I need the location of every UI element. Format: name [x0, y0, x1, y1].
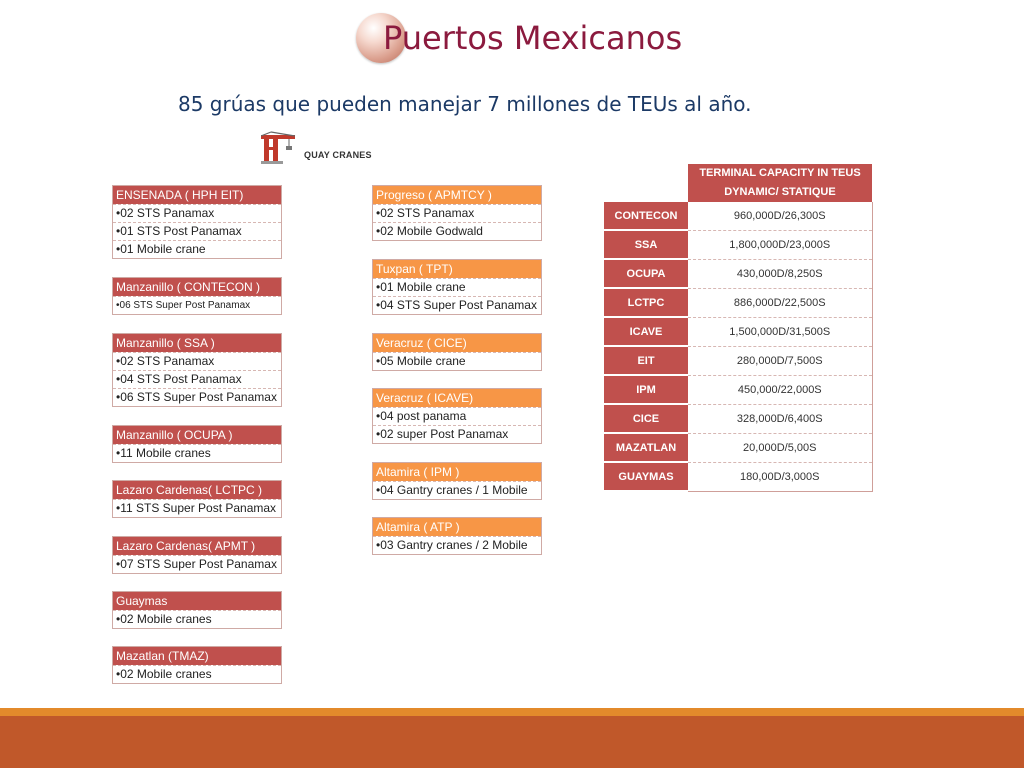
crane-item: •04 STS Post Panamax [113, 370, 281, 388]
port-header: Manzanillo ( CONTECON ) [113, 278, 281, 296]
port-box-apmt [112, 536, 282, 574]
crane-item: •02 STS Panamax [113, 204, 281, 222]
terminal-name: EIT [604, 346, 688, 375]
port-header: Altamira ( ATP ) [373, 518, 541, 536]
terminal-name: MAZATLAN [604, 433, 688, 462]
port-header: Altamira ( IPM ) [373, 463, 541, 481]
terminal-name: ICAVE [604, 317, 688, 346]
table-row [604, 433, 872, 462]
terminal-name: CONTECON [604, 202, 688, 230]
terminal-capacity: 1,500,000D/31,500S [688, 317, 872, 346]
port-box-ocupa [112, 425, 282, 463]
terminal-name: GUAYMAS [604, 462, 688, 491]
port-header: Tuxpan ( TPT) [373, 260, 541, 278]
capacity-header-line1: TERMINAL CAPACITY IN TEUS [699, 167, 861, 179]
crane-item: •05 Mobile crane [373, 352, 541, 370]
port-box-altamira-ipm [372, 462, 542, 500]
table-row [604, 317, 872, 346]
terminal-name: LCTPC [604, 288, 688, 317]
crane-item: •11 Mobile cranes [113, 444, 281, 462]
table-row [604, 202, 872, 230]
crane-item: •02 Mobile Godwald [373, 222, 541, 240]
port-header: Lazaro Cardenas( LCTPC ) [113, 481, 281, 499]
crane-item: •07 STS Super Post Panamax [113, 555, 281, 573]
table-row [604, 462, 872, 491]
port-box-mazatlan [112, 646, 282, 684]
capacity-header [688, 164, 872, 202]
crane-item: •02 STS Panamax [113, 352, 281, 370]
terminal-capacity: 1,800,000D/23,000S [688, 230, 872, 259]
capacity-table [604, 164, 873, 492]
terminal-capacity: 450,000/22,000S [688, 375, 872, 404]
terminal-capacity: 180,00D/3,000S [688, 462, 872, 491]
port-header: Veracruz ( CICE) [373, 334, 541, 352]
terminal-name: OCUPA [604, 259, 688, 288]
port-box-altamira-atp [372, 517, 542, 555]
page-title: Puertos Mexicanos [383, 19, 683, 57]
table-row [604, 259, 872, 288]
table-row [604, 404, 872, 433]
crane-item: •06 STS Super Post Panamax [113, 388, 281, 406]
crane-item: •11 STS Super Post Panamax [113, 499, 281, 517]
terminal-name: IPM [604, 375, 688, 404]
crane-item: •02 super Post Panamax [373, 425, 541, 443]
port-box-contecon [112, 277, 282, 315]
footer-bar [0, 716, 1024, 768]
port-header: ENSENADA ( HPH EIT) [113, 186, 281, 204]
table-row [604, 230, 872, 259]
crane-item: •03 Gantry cranes / 2 Mobile [373, 536, 541, 554]
terminal-capacity: 280,000D/7,500S [688, 346, 872, 375]
port-box-veracruz-icave [372, 388, 542, 444]
terminal-capacity: 960,000D/26,300S [688, 202, 872, 230]
terminal-capacity: 20,000D/5,00S [688, 433, 872, 462]
port-header: Lazaro Cardenas( APMT ) [113, 537, 281, 555]
port-box-veracruz-cice [372, 333, 542, 371]
port-box-ensenada [112, 185, 282, 259]
crane-item: •01 Mobile crane [373, 278, 541, 296]
port-header: Progreso ( APMTCY ) [373, 186, 541, 204]
port-header: Manzanillo ( OCUPA ) [113, 426, 281, 444]
terminal-capacity: 430,000D/8,250S [688, 259, 872, 288]
crane-item: •02 Mobile cranes [113, 610, 281, 628]
port-header: Guaymas [113, 592, 281, 610]
footer-stripe [0, 708, 1024, 716]
terminal-name: SSA [604, 230, 688, 259]
port-header: Veracruz ( ICAVE) [373, 389, 541, 407]
terminal-name: CICE [604, 404, 688, 433]
crane-item: •04 Gantry cranes / 1 Mobile [373, 481, 541, 499]
port-box-guaymas [112, 591, 282, 629]
table-row [604, 346, 872, 375]
terminal-capacity: 328,000D/6,400S [688, 404, 872, 433]
table-row [604, 375, 872, 404]
page-subtitle: 85 grúas que pueden manejar 7 millones de TEUs al año. [178, 92, 752, 116]
table-corner [604, 164, 688, 202]
crane-item: •02 Mobile cranes [113, 665, 281, 683]
quay-cranes-label: QUAY CRANES [304, 150, 372, 160]
port-box-ssa [112, 333, 282, 407]
crane-icon [261, 131, 297, 165]
port-header: Mazatlan (TMAZ) [113, 647, 281, 665]
crane-item: •04 post panama [373, 407, 541, 425]
port-header: Manzanillo ( SSA ) [113, 334, 281, 352]
crane-item: •04 STS Super Post Panamax [373, 296, 541, 314]
crane-item: •01 STS Post Panamax [113, 222, 281, 240]
port-box-tuxpan [372, 259, 542, 315]
crane-item: •06 STS Super Post Panamax [113, 296, 281, 314]
crane-item: •01 Mobile crane [113, 240, 281, 258]
capacity-header-line2: DYNAMIC/ STATIQUE [724, 186, 836, 198]
crane-item: •02 STS Panamax [373, 204, 541, 222]
terminal-capacity: 886,000D/22,500S [688, 288, 872, 317]
table-row [604, 288, 872, 317]
port-box-lctpc [112, 480, 282, 518]
port-box-progreso [372, 185, 542, 241]
